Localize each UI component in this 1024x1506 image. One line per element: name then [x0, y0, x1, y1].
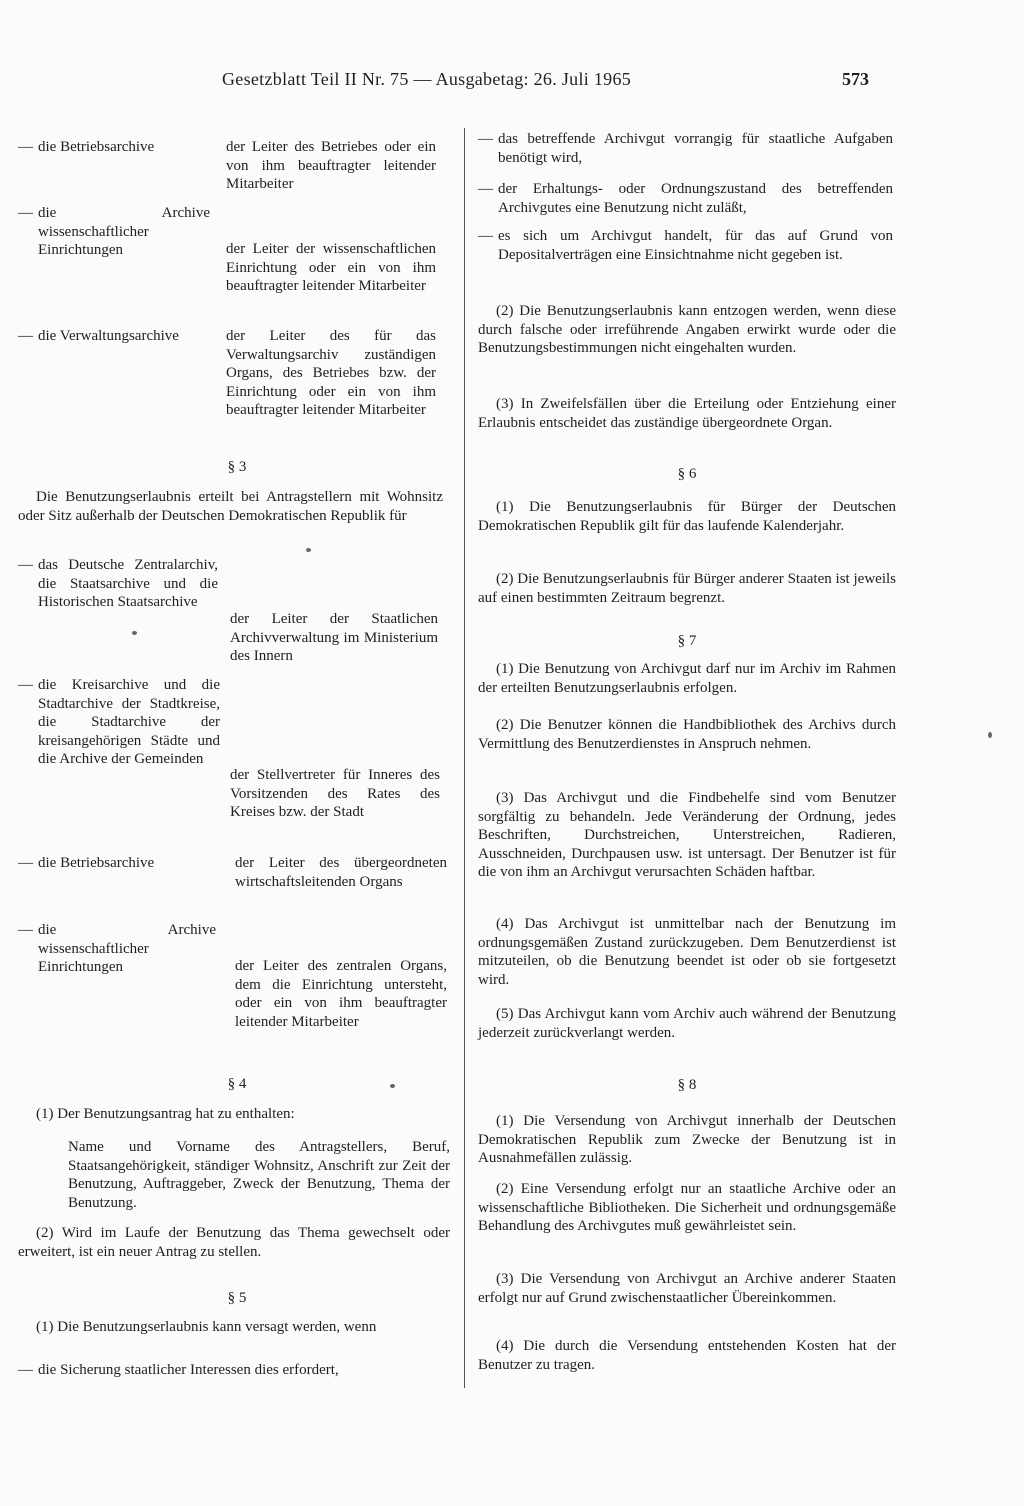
dash: — [18, 328, 33, 344]
list-item-text: der Erhaltungs- oder Ordnungszustand des betreffenden Archivgutes eine Benutzung nicht zuläßt, [498, 181, 893, 216]
dash: — [18, 1362, 33, 1378]
scan-speck [988, 732, 992, 738]
responsible-authority: der Leiter des übergeordneten wirtschaftsleitenden Organs [235, 855, 447, 890]
responsible-authority: der Leiter der wissenschaftlichen Einrichtung oder ein von ihm beauftragter leitender Mitarbeiter [226, 241, 436, 294]
section-heading: § 7 [677, 633, 697, 649]
archive-type: die Kreisarchive und die Stadtarchive der Stadtkreise, die Stadtarchive der kreisangehörigen Städte und die Archive der Gemeinden [38, 677, 220, 767]
responsible-authority: der Leiter des für das Verwaltungsarchiv zuständigen Organs, des Betriebes bzw. der Einrichtung oder ein von ihm beauftragter leitender Mitarbeiter [226, 328, 436, 418]
responsible-authority: der Leiter der Staatlichen Archivverwaltung im Ministerium des Innern [230, 611, 438, 664]
section-heading: § 3 [227, 459, 247, 475]
column-divider [464, 128, 465, 1388]
authority-row [18, 676, 456, 836]
authority-row [18, 854, 456, 914]
dash: — [18, 855, 33, 871]
archive-type: die Betriebsarchive [38, 139, 155, 155]
section-paragraph: (3) In Zweifelsfällen über die Erteilung oder Entziehung einer Erlaubnis entscheidet das zuständige übergeordnete Organ. [478, 396, 896, 431]
dash: — [478, 181, 493, 197]
list-item-text: das betreffende Archivgut vorrangig für staatliche Aufgaben benötigt wird, [498, 131, 893, 166]
section-heading: § 5 [227, 1290, 247, 1306]
authority-row [18, 556, 456, 666]
dash: — [18, 139, 33, 155]
dash: — [18, 922, 33, 938]
section-paragraph: (2) Die Benutzer können die Handbibliothek des Archivs durch Vermittlung des Benutzerdienstes in Anspruch nehmen. [478, 717, 896, 752]
section-paragraph: (5) Das Archivgut kann vom Archiv auch während der Benutzung jederzeit zurückverlangt werden. [478, 1006, 896, 1041]
section-heading: § 6 [677, 466, 697, 482]
list-item [478, 227, 893, 264]
dash: — [478, 228, 493, 244]
list-item-text: die Sicherung staatlicher Interessen dies erfordert, [38, 1362, 339, 1378]
section-paragraph: (1) Die Benutzungserlaubnis für Bürger der Deutschen Demokratischen Republik gilt für das laufende Kalenderjahr. [478, 499, 896, 534]
page-header-title: Gesetzblatt Teil II Nr. 75 — Ausgabetag: 26. Juli 1965 [222, 69, 632, 89]
responsible-authority: der Leiter des Betriebes oder ein von ihm beauftragter leitender Mitarbeiter [226, 139, 436, 192]
authority-row [18, 921, 456, 1041]
dash: — [18, 205, 33, 221]
section-paragraph: (4) Die durch die Versendung entstehenden Kosten hat der Benutzer zu tragen. [478, 1338, 896, 1373]
list-item [478, 180, 893, 217]
list-item [18, 1361, 450, 1380]
list-item-text: es sich um Archivgut handelt, für das auf Grund von Depositalverträgen eine Einsichtnahme nicht gegeben ist. [498, 228, 893, 263]
archive-type: die Betriebsarchive [38, 855, 155, 871]
section-paragraph: (2) Die Benutzungserlaubnis kann entzogen werden, wenn diese durch falsche oder irreführende Angaben erwirkt wurde oder die Benutzungsbestimmungen nicht eingehalten wurden. [478, 303, 896, 356]
authority-row [18, 204, 456, 314]
section-paragraph: (2) Die Benutzungserlaubnis für Bürger anderer Staaten ist jeweils auf einen bestimmten Zeitraum begrenzt. [478, 571, 896, 606]
archive-type: die Archive wissenschaftlicher Einrichtungen [38, 922, 216, 975]
page-number: 573 [842, 69, 869, 89]
section-paragraph: (2) Eine Versendung erfolgt nur an staatliche Archive oder an wissenschaftliche Bibliotheken. Die Sicherheit und ordnungsgemäße Behandlung des Archivgutes muß gewährleistet sein. [478, 1181, 896, 1234]
archive-type: das Deutsche Zentralarchiv, die Staatsarchive und die Historischen Staatsarchive [38, 557, 218, 610]
application-contents: Name und Vorname des Antragstellers, Beruf, Staatsangehörigkeit, ständiger Wohnsitz, Anschrift zur Zeit der Benutzung, Auftraggeber, Zweck der Benutzung, Thema der Benutzung. [68, 1139, 450, 1211]
section-paragraph: (2) Wird im Laufe der Benutzung das Thema gewechselt oder erweitert, ist ein neuer Antrag zu stellen. [18, 1225, 450, 1260]
section-paragraph: (1) Die Benutzung von Archivgut darf nur im Archiv im Rahmen der erteilten Benutzungserlaubnis erfolgen. [478, 661, 896, 696]
dash: — [18, 677, 33, 693]
section-heading: § 8 [677, 1077, 697, 1093]
section-paragraph: (3) Das Archivgut und die Findbehelfe sind vom Benutzer sorgfältig zu behandeln. Jede Veränderung der Ordnung, jedes Beschriften, Durchstreichen, Unterstreichen, Radieren, Ausschneiden, Durchpausen usw. ist untersagt. Der Benutzer ist für die von ihm an Archivgut verursachten Schäden haftbar. [478, 790, 896, 880]
archive-type: die Verwaltungsarchive [38, 328, 179, 344]
section-paragraph: (1) Die Benutzungserlaubnis kann versagt werden, wenn [36, 1319, 377, 1335]
responsible-authority: der Leiter des zentralen Organs, dem die Einrichtung untersteht, oder ein von ihm beauftragter leitender Mitarbeiter [235, 958, 447, 1030]
section-heading: § 4 [227, 1076, 247, 1092]
dash: — [18, 557, 33, 573]
scan-speck [306, 548, 311, 552]
section-paragraph: Die Benutzungserlaubnis erteilt bei Antragstellern mit Wohnsitz oder Sitz außerhalb der Deutschen Demokratischen Republik für [18, 489, 443, 524]
authority-row [18, 327, 456, 437]
section-paragraph: (1) Die Versendung von Archivgut innerhalb der Deutschen Demokratischen Republik zum Zwecke der Benutzung ist in Ausnahmefällen zulässig. [478, 1113, 896, 1166]
dash: — [478, 131, 493, 147]
section-paragraph: (3) Die Versendung von Archivgut an Archive anderer Staaten erfolgt nur auf Grund zwischenstaatlicher Übereinkommen. [478, 1271, 896, 1306]
section-paragraph: (4) Das Archivgut ist unmittelbar nach der Benutzung im ordnungsgemäßen Zustand zurückzugeben. Dem Benutzerdienst ist mitzuteilen, ob die Benutzung beendet ist oder ob sie fortgesetzt wird. [478, 916, 896, 988]
responsible-authority: der Stellvertreter für Inneres des Vorsitzenden des Rates des Kreises bzw. der Stadt [230, 767, 440, 820]
archive-type: die Archive wissenschaftlicher Einrichtungen [38, 205, 210, 258]
section-paragraph: (1) Der Benutzungsantrag hat zu enthalten: [36, 1106, 295, 1122]
list-item [478, 130, 893, 167]
authority-row [18, 138, 456, 198]
